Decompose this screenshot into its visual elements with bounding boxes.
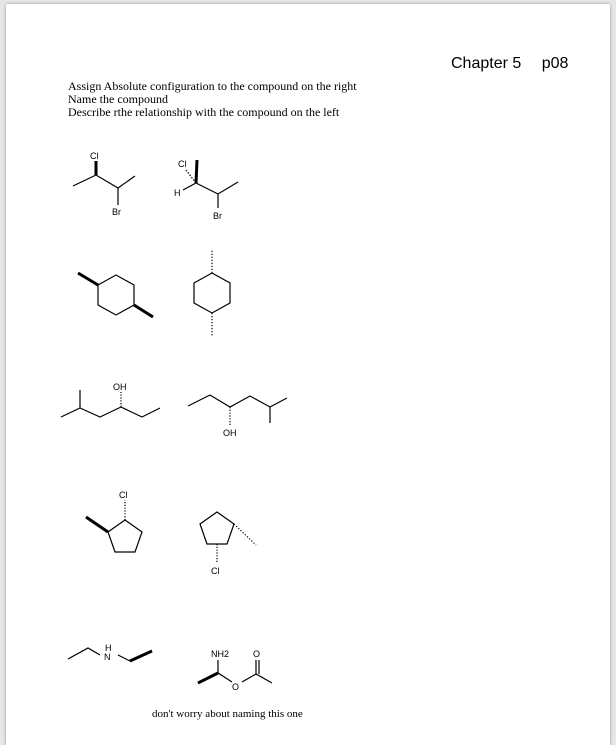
instruction-line-3: Describe rthe relationship with the compound on the left <box>68 105 340 119</box>
atom-label-cl: Cl <box>211 566 220 576</box>
atom-label-cl: Cl <box>90 151 99 161</box>
structure-row5-right <box>198 660 272 683</box>
atom-label-cl: Cl <box>119 490 128 500</box>
atom-label-o: O <box>232 682 240 692</box>
structure-row4-right <box>200 512 256 563</box>
atom-label-cl: Cl <box>178 159 187 169</box>
atom-label-n: N <box>104 652 111 662</box>
structure-row2-left <box>78 273 153 317</box>
structure-row1-left <box>73 161 135 205</box>
atom-label-nh2: NH2 <box>211 649 230 659</box>
instruction-line-2: Name the compound <box>68 92 168 106</box>
chapter-title: Chapter 5 <box>451 55 522 72</box>
structure-row3-left <box>61 390 160 417</box>
structure-row4-left <box>86 500 142 552</box>
atom-label-h: H <box>105 643 112 653</box>
atom-label-oh: OH <box>223 428 237 438</box>
atom-label-o: O <box>253 649 261 659</box>
note-text: don't worry about naming this one <box>152 708 303 720</box>
structure-row1-right <box>183 160 238 208</box>
atom-label-h: H <box>174 188 181 198</box>
atom-label-br: Br <box>213 211 222 221</box>
structure-row2-right <box>194 250 230 337</box>
atom-label-br: Br <box>112 207 121 217</box>
atom-label-oh: OH <box>113 382 127 392</box>
instruction-line-1: Assign Absolute configuration to the compound on the right <box>68 79 357 93</box>
structure-row3-right <box>188 395 287 425</box>
page-number: p08 <box>541 55 569 72</box>
